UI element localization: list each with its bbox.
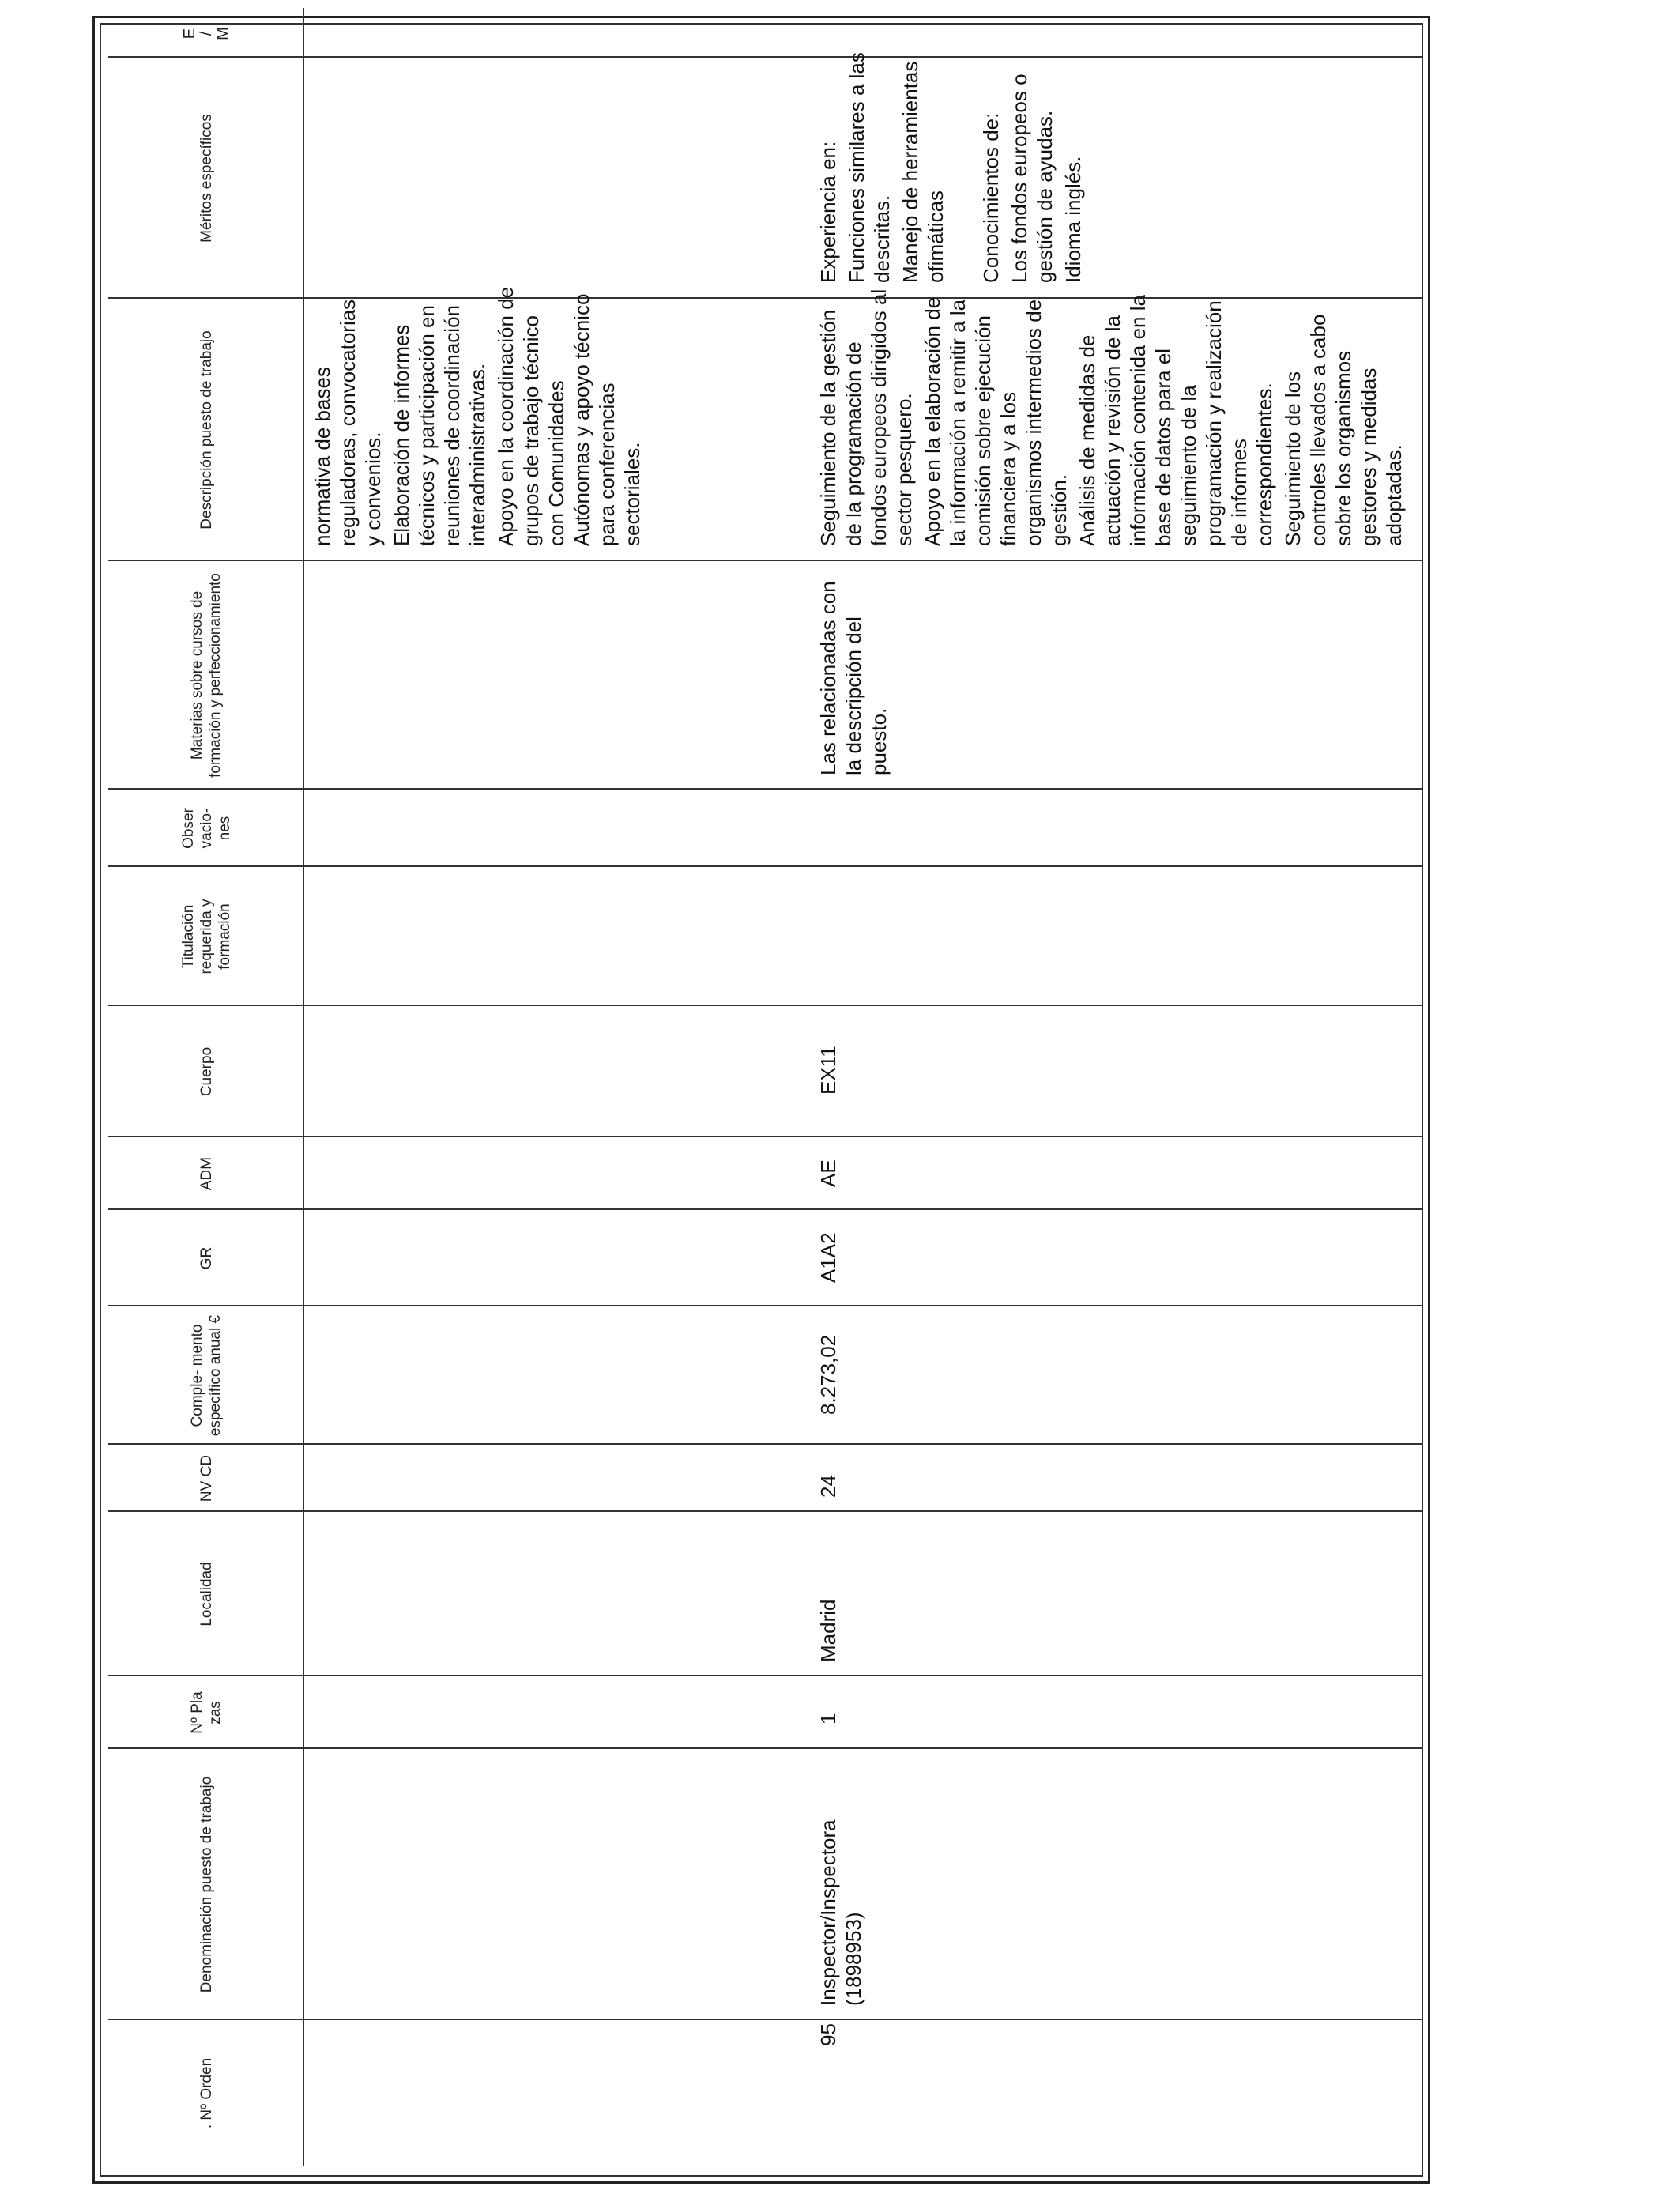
header-meritos: Méritos específicos [198, 114, 215, 243]
meritos-item: Funciones similares a las descritas. [845, 52, 894, 283]
cell-orden: 95 [816, 2023, 840, 2046]
header-em-e: E [180, 28, 198, 40]
header-em [110, 9, 303, 58]
header-nivel: NV CD [198, 1454, 215, 1502]
header-em-slash: / [197, 31, 215, 36]
cell-adm: AE [816, 1159, 840, 1187]
header-observaciones: Obser vacio- nes [179, 808, 233, 849]
column-divider [108, 788, 1422, 790]
header-denominacion: Denominación puesto de trabajo [198, 1776, 215, 1993]
header-orden: . Nº Orden [198, 2057, 215, 2129]
column-divider [108, 2019, 1422, 2020]
meritos-item: Idioma inglés. [1061, 156, 1085, 283]
header-titulacion: Titulación requerida y formación [179, 899, 233, 974]
cell-meritos [816, 22, 1089, 283]
column-divider [108, 1005, 1422, 1006]
column-divider [108, 1443, 1422, 1445]
column-divider [108, 560, 1422, 561]
column-divider [108, 1747, 1422, 1749]
header-grupo: GR [198, 1246, 215, 1270]
header-divider [303, 8, 304, 2166]
header-materias: Materias sobre cursos de formación y perfeccionamiento [189, 573, 224, 778]
description-paragraph: Elaboración de informes técnicos y participación en reuniones de coordinación interadministrativas. [390, 305, 489, 546]
column-divider [108, 1305, 1422, 1306]
cell-denominacion: Inspector/Inspectora (1898953) [816, 1819, 865, 2006]
table-outer-border [92, 16, 1430, 2184]
header-plazas: Nº Pla zas [189, 1691, 224, 1734]
cell-complemento: 8.273,02 [816, 1334, 840, 1415]
header-localidad: Localidad [198, 1562, 215, 1627]
description-paragraph: normativa de bases reguladoras, convocatorias y convenios. [311, 299, 385, 546]
column-divider [108, 1675, 1422, 1676]
meritos-item: Manejo de herramientas ofimáticas [898, 61, 947, 283]
cell-cuerpo: EX11 [816, 1046, 840, 1095]
description-paragraph: Apoyo en la coordinación de grupos de trabajo técnico con Comunidades Autónomas y apoyo técnico para conferencias sectoriales. [494, 286, 644, 546]
description-paragraph: Análisis de medidas de actuación y revisión de la información contenida en la base de datos para el seguimiento de la programación y realización de informes correspondientes. [1075, 295, 1276, 546]
cell-nivel: 24 [816, 1475, 840, 1498]
header-em-m: M [213, 27, 232, 40]
meritos-item: Los fondos europeos o gestión de ayudas. [1008, 74, 1057, 283]
meritos-experiencia-title: Experiencia en: [816, 141, 840, 283]
cell-plazas: 1 [816, 1713, 840, 1725]
header-adm: ADM [198, 1156, 215, 1191]
cell-localidad: Madrid [816, 1599, 840, 1662]
cell-descripcion [816, 285, 1519, 546]
cell-grupo: A1A2 [816, 1232, 840, 1283]
meritos-spacer [951, 22, 978, 283]
column-divider [108, 865, 1422, 867]
column-divider [108, 56, 1422, 58]
header-cuerpo: Cuerpo [198, 1046, 215, 1097]
cell-materias: Las relacionadas con la descripción del puesto. [816, 581, 891, 775]
column-divider [108, 1136, 1422, 1137]
header-descripcion: Descripción puesto de trabajo [198, 330, 215, 530]
description-paragraph: Apoyo en la elaboración de la información a remitir a la comisión sobre ejecución financiera y a los organismos intermedios de gestión. [921, 296, 1071, 546]
description-paragraph: Seguimiento de los controles llevados a cabo sobre los organismos gestores y medidas adoptadas. [1281, 314, 1406, 546]
header-complemento: Comple- mento específico anual € [189, 1314, 224, 1437]
column-divider [108, 1510, 1422, 1512]
description-continuation [310, 285, 648, 546]
description-paragraph: Seguimiento de la gestión de la programación de fondos europeos dirigidos al sector pesquero. [816, 288, 916, 546]
column-divider [108, 1208, 1422, 1210]
meritos-conocimientos-title: Conocimientos de: [979, 112, 1003, 283]
